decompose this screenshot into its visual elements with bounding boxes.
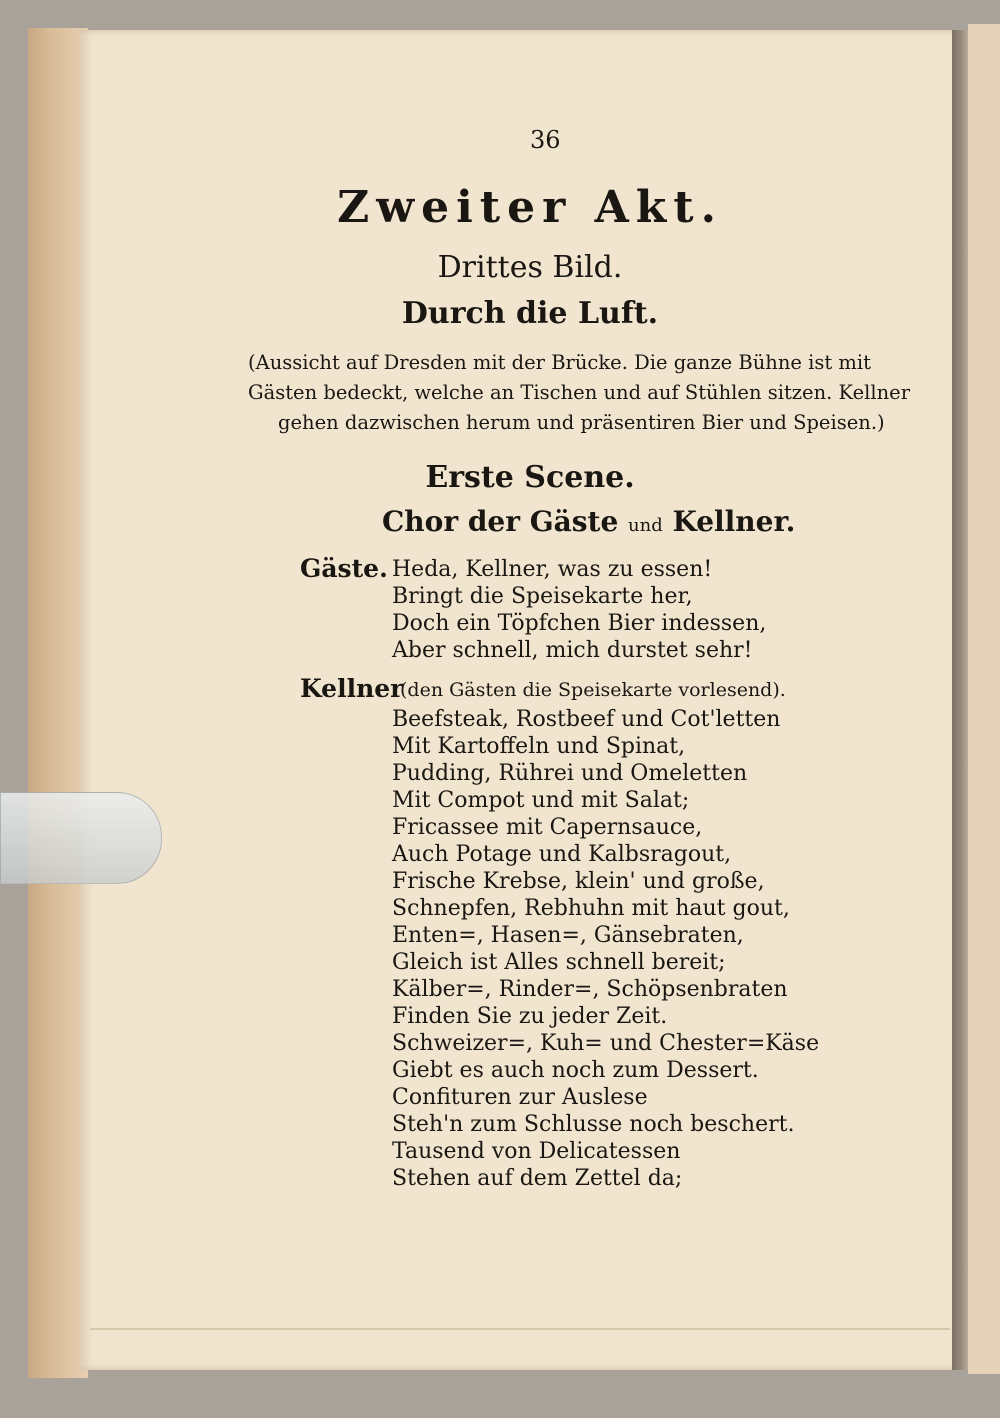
verse-line: Gleich ist Alles schnell bereit; bbox=[392, 950, 726, 975]
scene-title: Erste Scene. bbox=[425, 460, 635, 495]
verse-line: Confituren zur Auslese bbox=[392, 1085, 648, 1110]
verse-line: Pudding, Rührei und Omeletten bbox=[392, 761, 748, 786]
chorus-und: und bbox=[628, 515, 663, 536]
page-number: 36 bbox=[530, 126, 561, 154]
verse-line: Auch Potage und Kalbsragout, bbox=[392, 842, 732, 867]
verse-line: Kälber=, Rinder=, Schöpsenbraten bbox=[392, 977, 788, 1002]
chorus-part-a: Chor der Gäste bbox=[382, 505, 619, 538]
verse-line: Tausend von Delicatessen bbox=[392, 1139, 681, 1164]
speaker-waiter: Kellner bbox=[300, 674, 404, 703]
subtitle: Durch die Luft. bbox=[401, 296, 659, 331]
picture-title: Drittes Bild. bbox=[437, 250, 623, 285]
verse-line: Schnepfen, Rebhuhn mit haut gout, bbox=[392, 896, 790, 921]
stage-direction-line: (Aussicht auf Dresden mit der Brücke. Die ganze Bühne ist mit bbox=[248, 351, 871, 374]
page-bottom-border bbox=[90, 1328, 950, 1330]
act-title: Zweiter Akt. bbox=[337, 182, 723, 233]
speaker-guests: Gäste. bbox=[300, 554, 388, 583]
chorus-part-b: Kellner. bbox=[672, 505, 796, 538]
chorus-heading bbox=[382, 505, 795, 538]
verse-line: Frische Krebse, klein' und große, bbox=[392, 869, 765, 894]
verse-line: Beefsteak, Rostbeef und Cot'letten bbox=[392, 707, 781, 732]
waiter-direction: (den Gästen die Speisekarte vorlesend). bbox=[400, 679, 786, 701]
verse-line: Aber schnell, mich durstet sehr! bbox=[392, 638, 753, 663]
verse-line: Fricassee mit Capernsauce, bbox=[392, 815, 703, 840]
verse-line: Mit Kartoffeln und Spinat, bbox=[392, 734, 686, 759]
scanner-clip bbox=[0, 792, 162, 884]
verse-line: Heda, Kellner, was zu essen! bbox=[392, 557, 713, 582]
stage-direction-line: gehen dazwischen herum und präsentiren Bier und Speisen.) bbox=[278, 411, 885, 434]
verse-line: Doch ein Töpfchen Bier indessen, bbox=[392, 611, 767, 636]
verse-line: Mit Compot und mit Salat; bbox=[392, 788, 690, 813]
verse-line: Finden Sie zu jeder Zeit. bbox=[392, 1004, 668, 1029]
stage-direction-line: Gästen bedeckt, welche an Tischen und auf Stühlen sitzen. Kellner bbox=[248, 381, 911, 404]
verse-line: Stehen auf dem Zettel da; bbox=[392, 1166, 683, 1191]
verse-line: Schweizer=, Kuh= und Chester=Käse bbox=[392, 1031, 820, 1056]
verse-line: Enten=, Hasen=, Gänsebraten, bbox=[392, 923, 744, 948]
verse-line: Bringt die Speisekarte her, bbox=[392, 584, 693, 609]
verse-line: Steh'n zum Schlusse noch beschert. bbox=[392, 1112, 795, 1137]
verse-line: Giebt es auch noch zum Dessert. bbox=[392, 1058, 759, 1083]
